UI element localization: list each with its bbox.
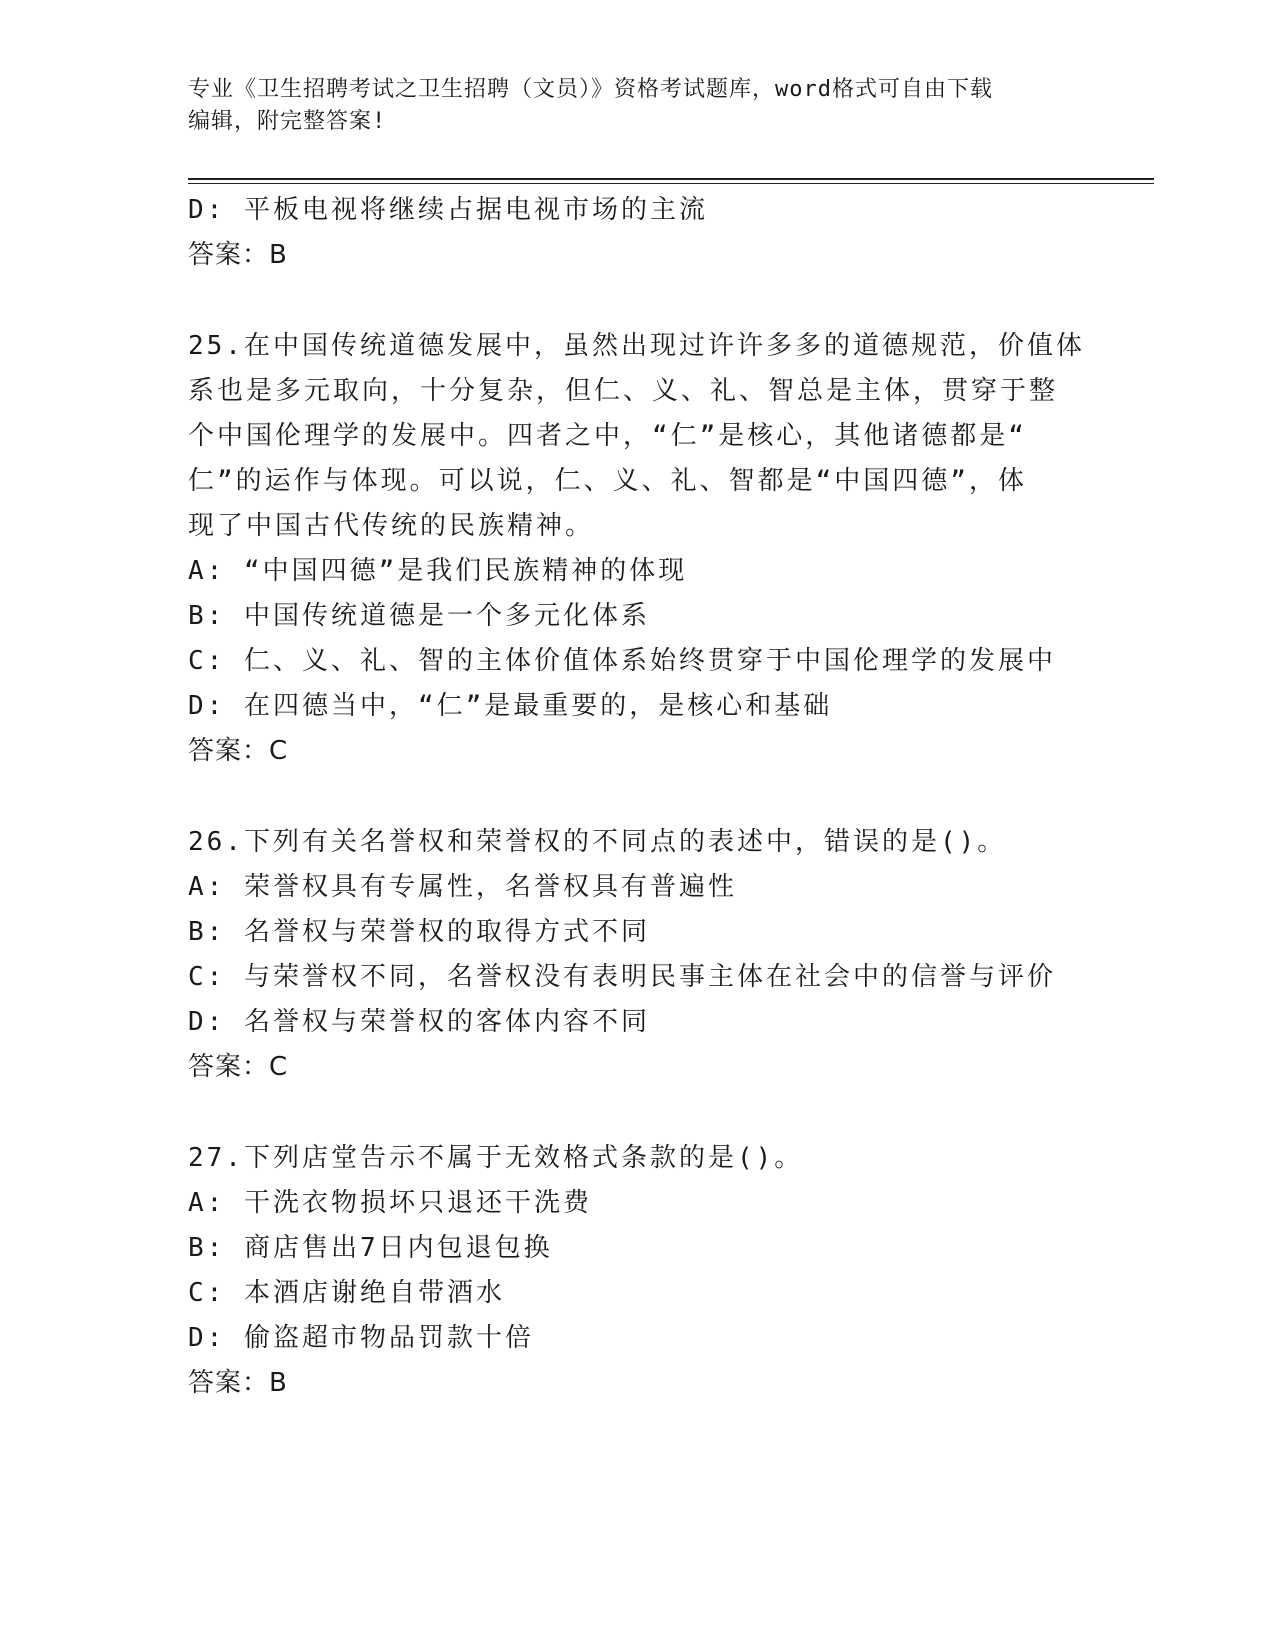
answer: 答案：C xyxy=(188,1052,289,1082)
spacer xyxy=(188,278,1088,324)
option-b: B: 商店售出7日内包退包换 xyxy=(188,1233,553,1263)
spacer xyxy=(188,774,1088,820)
question-body xyxy=(188,188,1088,1406)
question-stem-line: 现了中国古代传统的民族精神。 xyxy=(188,511,595,541)
option-d: D: 名誉权与荣誉权的客体内容不同 xyxy=(188,1007,650,1037)
question-25 xyxy=(188,324,1088,774)
header-line-2: 编辑，附完整答案! xyxy=(188,109,387,134)
option-c: C: 仁、义、礼、智的主体价值体系始终贯穿于中国伦理学的发展中 xyxy=(188,646,1056,676)
prev-answer: 答案：B xyxy=(188,240,288,270)
header-line-1: 专业《卫生招聘考试之卫生招聘（文员）》资格考试题库，word格式可自由下载 xyxy=(188,77,993,102)
answer: 答案：C xyxy=(188,736,289,766)
option-b: B: 名誉权与荣誉权的取得方式不同 xyxy=(188,917,650,947)
header-divider xyxy=(188,178,1154,180)
option-a: A: 干洗衣物损坏只退还干洗费 xyxy=(188,1188,592,1218)
option-c: C: 本酒店谢绝自带酒水 xyxy=(188,1278,505,1308)
question-stem-line: 仁”的运作与体现。可以说，仁、义、礼、智都是“中国四德”，体 xyxy=(188,466,1027,496)
answer: 答案：B xyxy=(188,1368,288,1398)
question-26 xyxy=(188,820,1088,1090)
option-d: D: 偷盗超市物品罚款十倍 xyxy=(188,1323,534,1353)
question-stem-line: 个中国伦理学的发展中。四者之中，“仁”是核心，其他诸德都是“ xyxy=(188,421,1027,451)
spacer xyxy=(188,1090,1088,1136)
question-stem-line: 27.下列店堂告示不属于无效格式条款的是()。 xyxy=(188,1143,804,1173)
page-header xyxy=(188,74,1068,138)
header-divider-thin xyxy=(188,183,1154,184)
option-d: D: 在四德当中，“仁”是最重要的，是核心和基础 xyxy=(188,691,833,721)
question-stem-line: 26.下列有关名誉权和荣誉权的不同点的表述中，错误的是()。 xyxy=(188,827,1007,857)
option-a: A: 荣誉权具有专属性，名誉权具有普遍性 xyxy=(188,872,737,902)
question-stem-line: 25.在中国传统道德发展中，虽然出现过许许多多的道德规范，价值体 xyxy=(188,331,1085,361)
option-a: A: “中国四德”是我们民族精神的体现 xyxy=(188,556,688,586)
question-27 xyxy=(188,1136,1088,1406)
prev-option-d: D: 平板电视将继续占据电视市场的主流 xyxy=(188,195,708,225)
question-stem-line: 系也是多元取向，十分复杂，但仁、义、礼、智总是主体，贯穿于整 xyxy=(188,376,1059,406)
option-c: C: 与荣誉权不同，名誉权没有表明民事主体在社会中的信誉与评价 xyxy=(188,962,1056,992)
option-b: B: 中国传统道德是一个多元化体系 xyxy=(188,601,650,631)
